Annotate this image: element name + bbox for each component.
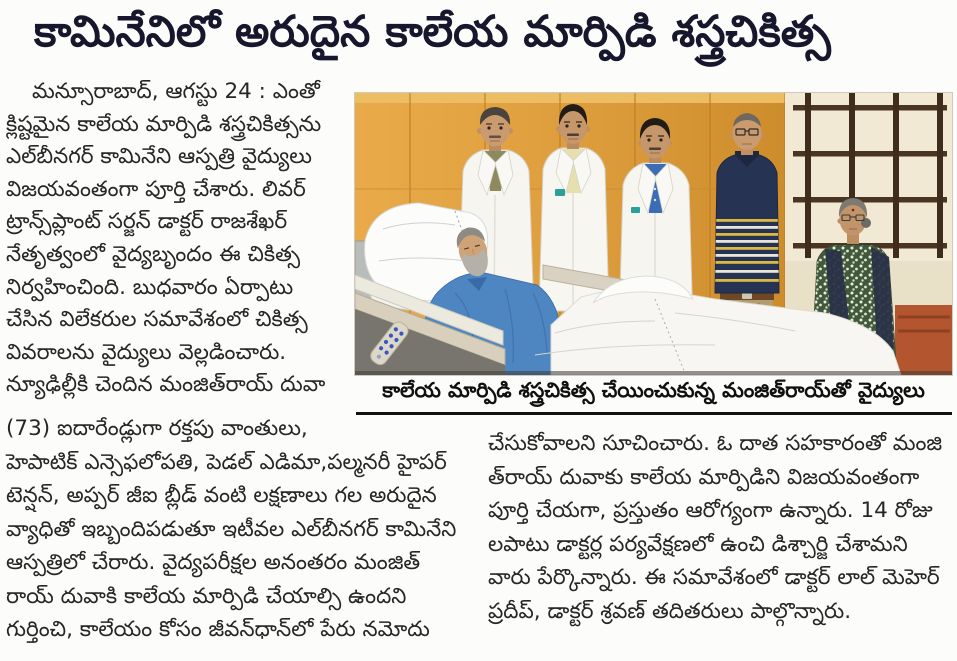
article-column-top-left (6, 76, 356, 402)
body-text-line: (73) ఐదారేండ్లుగా రక్తపు వాంతులు, (6, 416, 308, 441)
body-text-line: న్యూఢిల్లీకి చెందిన మంజిత్‌రాయ్ దువా (6, 372, 326, 398)
body-text-line: ట్రాన్స్‌ప్లాంట్ సర్జన్ డాక్టర్ రాజశేఖర్ (6, 209, 288, 235)
body-text-line: హెపాటిక్ ఎన్సెఫలోపతి, పెడల్ ఎడిమా,పల్మనరీ హైపర్ (6, 449, 447, 475)
article-photo (355, 93, 952, 375)
body-text-line: ప్రదీప్, డాక్టర్ శ్రవణ్ తదితరులు పాల్గొన్నారు. (488, 598, 852, 624)
body-text-line: వ్యాధితో ఇబ్బందిపడుతూ ఇటీవల ఎల్‌బీనగర్ కామినేని (6, 516, 457, 542)
body-text-line: వారు పేర్కొన్నారు. ఈ సమావేశంలో డాక్టర్ లాల్ మెహెర్ (488, 565, 940, 590)
headline: కామినేనిలో అరుదైన కాలేయ మార్పిడి శస్త్రచికిత్స (34, 7, 831, 57)
body-text-line: గుర్తించి, కాలేయం కోసం జీవన్‌ధాన్‌లో పేరు నమోదు (6, 617, 430, 642)
body-text-line: మన్సూరాబాద్‌, ఆగస్టు 24 : ఎంతో (32, 79, 320, 104)
body-text-line: చేసిన విలేకరుల సమావేశంలో చికిత్స (6, 307, 308, 333)
body-text-line: త్‌రాయ్ దువాకు కాలేయ మార్పిడిని విజయవంతంగా (488, 464, 920, 490)
body-text-line: వివరాలను వైద్యులు వెల్లడించారు. (6, 339, 287, 365)
body-text-line: పూర్తి చేయగా, ప్రస్తుతం ఆరోగ్యంగా ఉన్నారు. 14 రోజు (488, 498, 933, 523)
body-text-line: నిర్వహించింది. బుధవారం ఏర్పాటు (6, 274, 294, 300)
body-text-line: నేతృత్వంలో వైద్యబృందం ఈ చికిత్స (6, 241, 301, 267)
body-text-line: చేసుకోవాలని సూచించారు. ఓ దాత సహకారంతో మంజి (488, 431, 943, 456)
article-column-bottom-right (488, 427, 954, 628)
photo-bottom-shadow (355, 371, 952, 375)
chair (895, 305, 952, 375)
body-text-line: ఆస్పత్రిలో చేరారు. వైద్యపరీక్షల అనంతరం మంజిత్ (6, 550, 421, 575)
body-text-line: రాయ్ దువాకి కాలేయ మార్పిడి చేయాల్సి ఉందని (6, 583, 407, 609)
photo-caption: కాలేయ మార్పిడి శస్త్రచికిత్స చేయించుకున్న మంజిత్‌రాయ్‌తో వైద్యులు (382, 378, 925, 402)
body-text-line: ఎల్‌బీనగర్ కామినేని ఆస్పత్రి వైద్యులు (6, 144, 312, 170)
photo-illustration (355, 93, 952, 375)
body-text-line: విజయవంతంగా పూర్తి చేశారు. లివర్ (6, 176, 306, 202)
body-text-line: లపాటు డాక్టర్ల పర్యవేక్షణలో ఉంచి డిశ్చార్జి చేశామని (488, 531, 908, 557)
body-text-line: క్లిష్టమైన కాలేయ మార్పిడి శస్త్రచికిత్సను (6, 111, 322, 137)
article-column-bottom-left (6, 412, 486, 647)
body-text-line: టెన్షన్, అప్పర్ జీఐ బ్లీడ్ వంటి లక్షణాలు గల అరుదైన (6, 483, 437, 508)
